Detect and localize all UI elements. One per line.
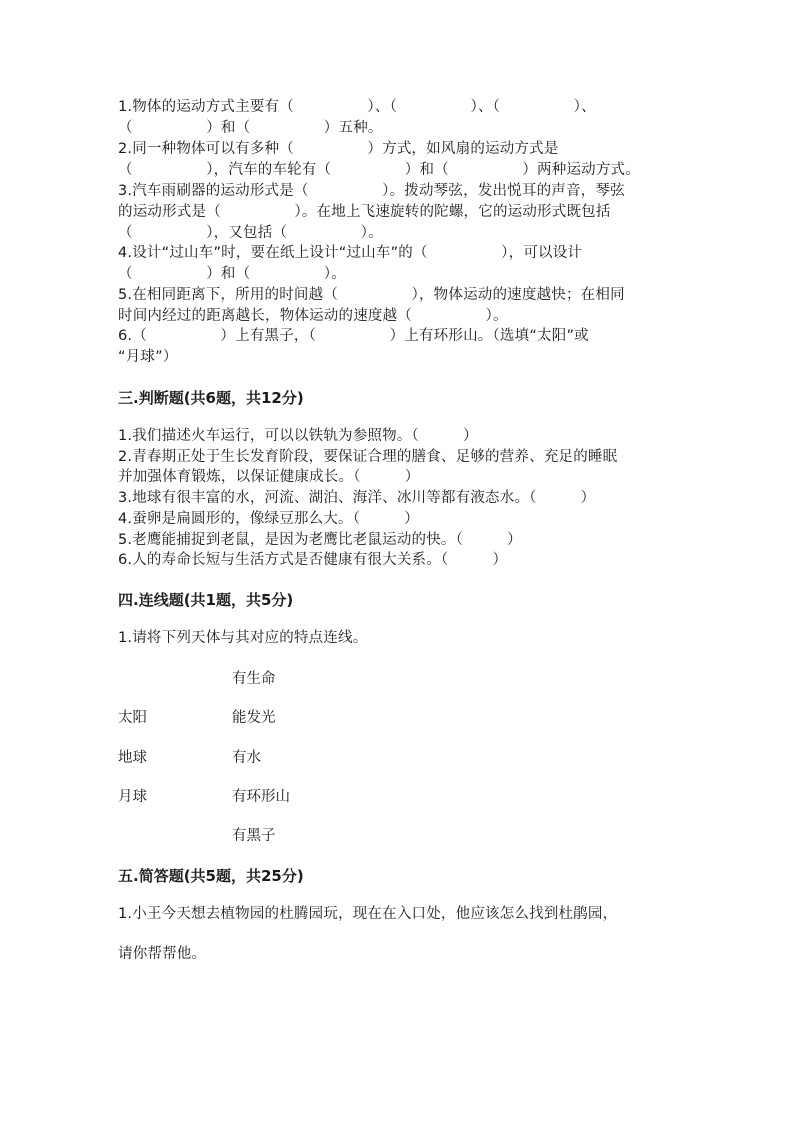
fill-in-line: 4.设计“过山车”时，要在纸上设计“过山车”的（ ），可以设计 — [118, 245, 583, 261]
section-heading-judge: 三.判断题(共6题，共12分) — [118, 389, 304, 407]
matching-left-item: 月球 — [118, 789, 147, 805]
judge-item: 5.老鹰能捕捉到老鼠，是因为老鹰比老鼠运动的快。（ ） — [118, 532, 522, 548]
fill-in-line: 6.（ ）上有黑子，（ ）上有环形山。（选填“太阳”或 — [118, 328, 589, 344]
fill-in-line: （ ），又包括（ ）。 — [118, 225, 383, 241]
judge-item: 1.我们描述火车运行，可以以铁轨为参照物。（ ） — [118, 428, 478, 444]
judge-item: 3.地球有很丰富的水，河流、湖泊、海洋、冰川等都有液态水。（ ） — [118, 490, 596, 506]
fill-in-line: “月球”） — [118, 349, 178, 365]
fill-in-line: 5.在相同距离下，所用的时间越（ ），物体运动的速度越快；在相同 — [118, 287, 625, 303]
fill-in-line: 1.物体的运动方式主要有（ ）、（ ）、（ ）、 — [118, 99, 596, 115]
judge-item: 并加强体育锻炼，以保证健康成长。（ ） — [118, 469, 420, 485]
fill-in-line: 2.同一种物体可以有多种（ ）方式，如风扇的运动方式是 — [118, 141, 559, 157]
fill-in-line: 时间内经过的距离越长，物体运动的速度越（ ）。 — [118, 308, 508, 324]
judge-item: 2.青春期正处于生长发育阶段，要保证合理的膳食、足够的营养、充足的睡眠 — [118, 449, 618, 465]
matching-right-item: 有水 — [232, 750, 261, 766]
section-heading-short-answer: 五.简答题(共5题，共25分) — [118, 867, 304, 885]
short-answer-line: 请你帮帮他。 — [118, 946, 207, 962]
matching-question: 1.请将下列天体与其对应的特点连线。 — [118, 630, 368, 646]
fill-in-line: （ ）和（ ）五种。 — [118, 120, 383, 136]
fill-in-line: （ ），汽车的车轮有（ ）和（ ）两种运动方式。 — [118, 162, 640, 178]
judge-item: 6.人的寿命长短与生活方式是否健康有很大关系。（ ） — [118, 552, 508, 568]
matching-right-item: 有生命 — [232, 671, 276, 687]
fill-in-line: 3.汽车雨刷器的运动形式是（ ）。拨动琴弦，发出悦耳的声音，琴弦 — [118, 183, 625, 199]
matching-left-item: 太阳 — [118, 710, 147, 726]
judge-item: 4.蚕卵是扁圆形的，像绿豆那么大。（ ） — [118, 511, 419, 527]
matching-right-item: 有环形山 — [232, 789, 290, 805]
fill-in-line: 的运动形式是（ ）。在地上飞速旋转的陀螺，它的运动形式既包括 — [118, 204, 611, 220]
section-heading-matching: 四.连线题(共1题，共5分) — [118, 591, 294, 609]
short-answer-line: 1.小王今天想去植物园的杜腾园玩，现在在入口处，他应该怎么找到杜鹃园， — [118, 906, 618, 922]
matching-right-item: 有黑子 — [232, 828, 276, 844]
matching-right-item: 能发光 — [232, 710, 276, 726]
matching-left-item: 地球 — [118, 750, 147, 766]
fill-in-line: （ ）和（ ）。 — [118, 266, 346, 282]
